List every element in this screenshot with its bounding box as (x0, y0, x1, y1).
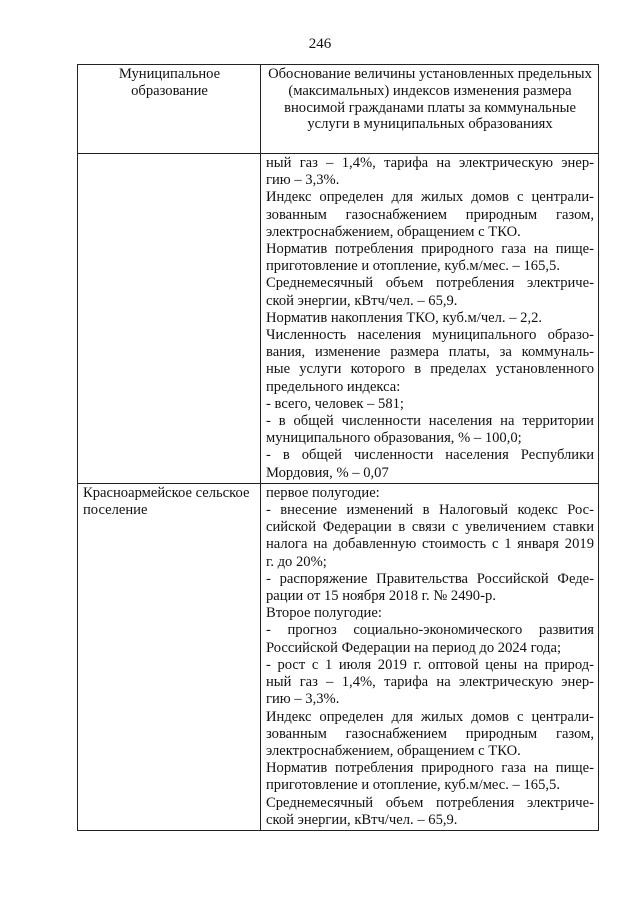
text-line: - в общей численности населения на территории (266, 413, 594, 430)
text-line: - рост с 1 июля 2019 г. оптовой цены на природ- (266, 656, 594, 673)
text-line: - в общей численности населения Республики (266, 447, 594, 464)
page-number: 246 (308, 36, 332, 52)
justification-text (266, 155, 594, 482)
text-line: Российской Федерации на период до 2024 года; (266, 639, 562, 656)
text-line: Норматив накопления ТКО, куб.м/чел. – 2,2. (266, 309, 543, 326)
text-line: - внесение изменений в Налоговый кодекс Рос- (266, 502, 594, 519)
text-line: электроснабжением, обращением с ТКО. (266, 742, 521, 759)
text-line: ный газ – 1,4%, тарифа на электрическую энер- (266, 155, 594, 171)
text-line: Среднемесячный объем потребления электриче- (266, 794, 594, 811)
text-line: сийской Федерации в связи с увеличением ставки (266, 519, 594, 536)
justification-table (77, 64, 599, 831)
text-line: предельного индекса: (266, 378, 401, 395)
header-justification: Обоснование величины установленных предельных (максимальных) индексов изменения размера вносимой гражданами платы за коммунальные услуги в муниципальных образованиях (261, 65, 599, 154)
municipality-name: Красноармейское сельское поселение (83, 484, 250, 519)
text-line: первое полугодие: (266, 484, 380, 501)
table-row (78, 154, 599, 484)
text-line: Норматив потребления природного газа на пище- (266, 760, 594, 777)
text-line: Индекс определен для жилых домов с централи- (266, 708, 594, 725)
text-line: ской энергии, кВтч/чел. – 65,9. (266, 811, 458, 828)
header-municipality: Муниципальное образование (78, 65, 261, 154)
text-line: Среднемесячный объем потребления электриче- (266, 275, 594, 292)
table-header-row (78, 65, 599, 154)
text-line: Численность населения муниципального образо- (266, 327, 594, 344)
justification-cell (261, 154, 599, 484)
text-line: приготовление и отопление, куб.м/мес. – 165,5. (266, 258, 560, 275)
text-line: муниципального образования, % – 100,0; (266, 430, 522, 447)
text-line: зованным газоснабжением природным газом, (266, 725, 594, 742)
text-line: рации от 15 ноября 2018 г. № 2490-р. (266, 588, 496, 605)
justification-text (266, 485, 594, 829)
text-line: гию – 3,3%. (266, 691, 340, 708)
text-line: гию – 3,3%. (266, 172, 340, 189)
municipality-name-cell (78, 483, 261, 830)
justification-cell (261, 483, 599, 830)
text-line: вания, изменение размера платы, за коммуналь- (266, 344, 594, 361)
text-line: - распоряжение Правительства Российской Феде- (266, 570, 594, 587)
table-row (78, 483, 599, 830)
text-line: зованным газоснабжением природным газом, (266, 206, 594, 223)
text-line: ный газ – 1,4%, тарифа на электрическую энер- (266, 674, 594, 691)
text-line: г. до 20%; (266, 553, 327, 570)
text-line: ные услуги которого в пределах установленного (266, 361, 594, 378)
text-line: ской энергии, кВтч/чел. – 65,9. (266, 292, 458, 309)
text-line: Второе полугодие: (266, 605, 382, 622)
text-line: приготовление и отопление, куб.м/мес. – 165,5. (266, 777, 560, 794)
text-line: - прогноз социально-экономического развития (266, 622, 594, 639)
text-line: Индекс определен для жилых домов с централи- (266, 189, 594, 206)
text-line: Мордовия, % – 0,07 (266, 464, 389, 481)
municipality-name-cell (78, 154, 261, 484)
text-line: налога на добавленную стоимость с 1 января 2019 (266, 536, 594, 553)
text-line: электроснабжением, обращением с ТКО. (266, 223, 521, 240)
text-line: - всего, человек – 581; (266, 395, 404, 412)
text-line: Норматив потребления природного газа на пище- (266, 241, 594, 258)
